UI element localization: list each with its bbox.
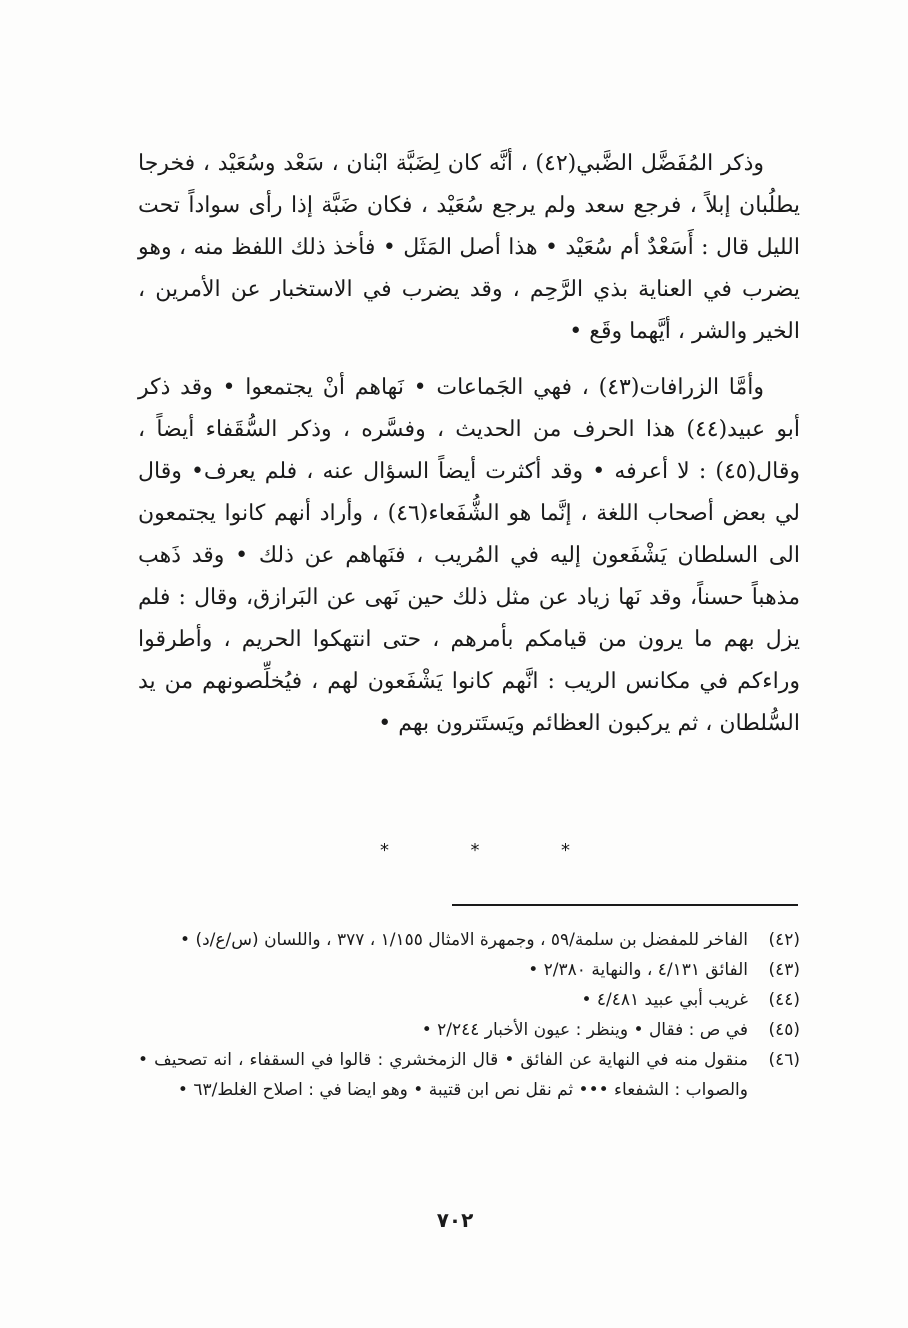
footnote-separator [452, 904, 798, 906]
section-divider [380, 840, 570, 861]
footnote [138, 925, 800, 955]
divider-star: * [470, 840, 480, 861]
footnote-text: الفائق ٤/١٣١ ، والنهاية ٢/٣٨٠ • [528, 960, 748, 980]
footnote [138, 955, 800, 985]
paragraph: وأمَّا الزرافات(٤٣) ، فهي الجَماعات • نَهاهم أنْ يجتمعوا • وقد ذكر أبو عبيد(٤٤) هذا الحرف من الحديث ، وفسَّره ، وذكر السُّقَفاء أيضاً ، وقال(٤٥) : لا أعرفه • وقد أكثرت أيضاً السؤال عنه ، فلم يعرف• وقال لي بعض أصحاب اللغة ، إنَّما هو الشُّفَعاء(٤٦) ، وأراد أنهم كانوا يجتمعون الى السلطان يَشْفَعون إليه في المُريب ، فنَهاهم عن ذلك • وقد ذَهب مذهباً حسناً، وقد نَها زياد عن مثل ذلك حين نَهى عن البَرازق، وقال : فلم يزل بهم ما يرون من قيامكم بأمرهم ، حتى انتهكوا الحريم ، وأطرقوا وراءكم في مكانس الريب : انَّهم كانوا يَشْفَعون لهم ، فيُخلِّصونهم من يد السُّلطان ، ثم يركبون العظائم ويَستَترون بهم • [138, 375, 800, 736]
footnote [138, 985, 800, 1015]
footnote-text: منقول منه في النهاية عن الفائق • قال الزمخشري : قالوا في السقفاء ، انه تصحيف • والصواب : الشفعاء ••• ثم نقل نص ابن قتيبة • وهو ايضا في : اصلاح الغلط/٦٣ • [138, 1050, 748, 1100]
paragraph: وذكر المُفَضَّل الضَّبي(٤٢) ، أنَّه كان لِضَبَّة ابْنان ، سَعْد وسُعَيْد ، فخرجا يطلُبان إبلاً ، فرجع سعد ولم يرجع سُعَيْد ، فكان ضَبَّة إذا رأى سواداً تحت الليل قال : أَسَعْدٌ أم سُعَيْد • هذا أصل المَثَل • فأخذ ذلك اللفظ منه ، وهو يضرب في العناية بذي الرَّحِم ، وقد يضرب في الاستخبار عن الأمرين ، الخير والشر ، أيَّهما وقَع • [138, 151, 800, 344]
footnote [138, 1045, 800, 1105]
footnote-text: في ص : فقال • وينظر : عيون الأخبار ٢/٢٤٤ • [421, 1020, 748, 1040]
divider-star: * [380, 840, 389, 861]
footnote-number: (٤٣) [768, 960, 800, 980]
footnote-text: الفاخر للمفضل بن سلمة/٥٩ ، وجمهرة الامثال ١/١٥٥ ، ٣٧٧ ، واللسان (س/ع/د) • [180, 930, 748, 950]
footnote-number: (٤٥) [768, 1020, 800, 1040]
footnote-text: غريب أبي عبيد ٤/٤٨١ • [581, 990, 748, 1010]
footnote-number: (٤٤) [768, 990, 800, 1010]
page-number: ٧٠٢ [436, 1208, 474, 1232]
divider-star: * [561, 840, 570, 861]
footnote-number: (٤٦) [768, 1050, 800, 1070]
footnote-number: (٤٢) [768, 930, 800, 950]
footnotes [138, 925, 800, 1105]
main-text [138, 143, 800, 745]
footnote [138, 1015, 800, 1045]
